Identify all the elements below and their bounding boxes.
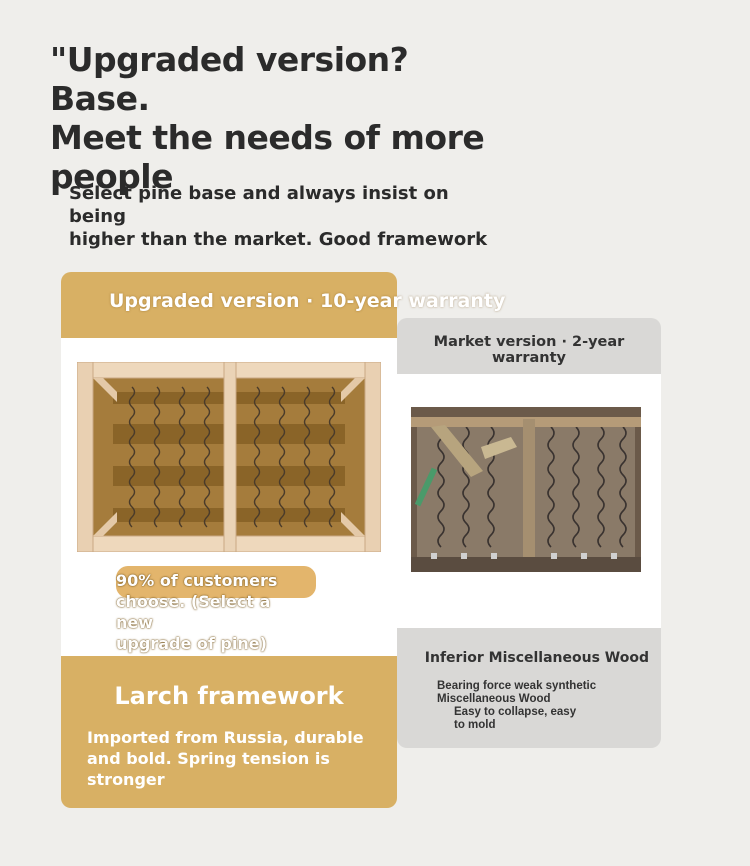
- market-desc-line: Bearing force weak synthetic: [437, 680, 597, 692]
- upgraded-frame-photo: [77, 362, 381, 552]
- upgraded-desc-line: stronger: [87, 770, 165, 789]
- subheadline-line: higher than the market. Good framework: [69, 229, 488, 250]
- market-wood-title: Inferior Miscellaneous Wood: [424, 650, 649, 666]
- customer-choice-text: [116, 570, 306, 654]
- upgraded-desc-line: Imported from Russia, durable: [87, 728, 364, 747]
- headline-line: "Upgraded version? Base.: [50, 40, 409, 118]
- upgraded-photo-panel: [61, 338, 397, 656]
- badge-line: 90% of customers: [116, 571, 278, 590]
- market-desc-line: Miscellaneous Wood: [437, 693, 551, 705]
- market-desc-line: Easy to collapse, easy: [454, 706, 577, 718]
- page-subheadline: [69, 182, 509, 251]
- headline-line: people: [50, 157, 173, 196]
- subheadline-line: Select pine base and always insist on being: [69, 183, 449, 227]
- market-frame-photo: [411, 407, 641, 572]
- market-desc-line: to mold: [454, 719, 496, 731]
- upgraded-desc-line: and bold. Spring tension is: [87, 749, 330, 768]
- headline-line: Meet the needs of more: [50, 118, 485, 157]
- upgraded-description: [87, 727, 367, 790]
- market-photo-panel: [397, 374, 661, 628]
- badge-line: choose. (Select a new: [116, 592, 271, 632]
- upgraded-card-title: Upgraded version · 10-year warranty: [109, 290, 506, 312]
- market-card-title: Market version · 2-year warranty: [433, 334, 625, 366]
- badge-line: upgrade of pine): [116, 634, 267, 653]
- market-version-card: [397, 318, 661, 748]
- market-description: [437, 680, 647, 732]
- upgraded-wood-title: Larch framework: [114, 682, 344, 710]
- page-headline: [50, 40, 510, 196]
